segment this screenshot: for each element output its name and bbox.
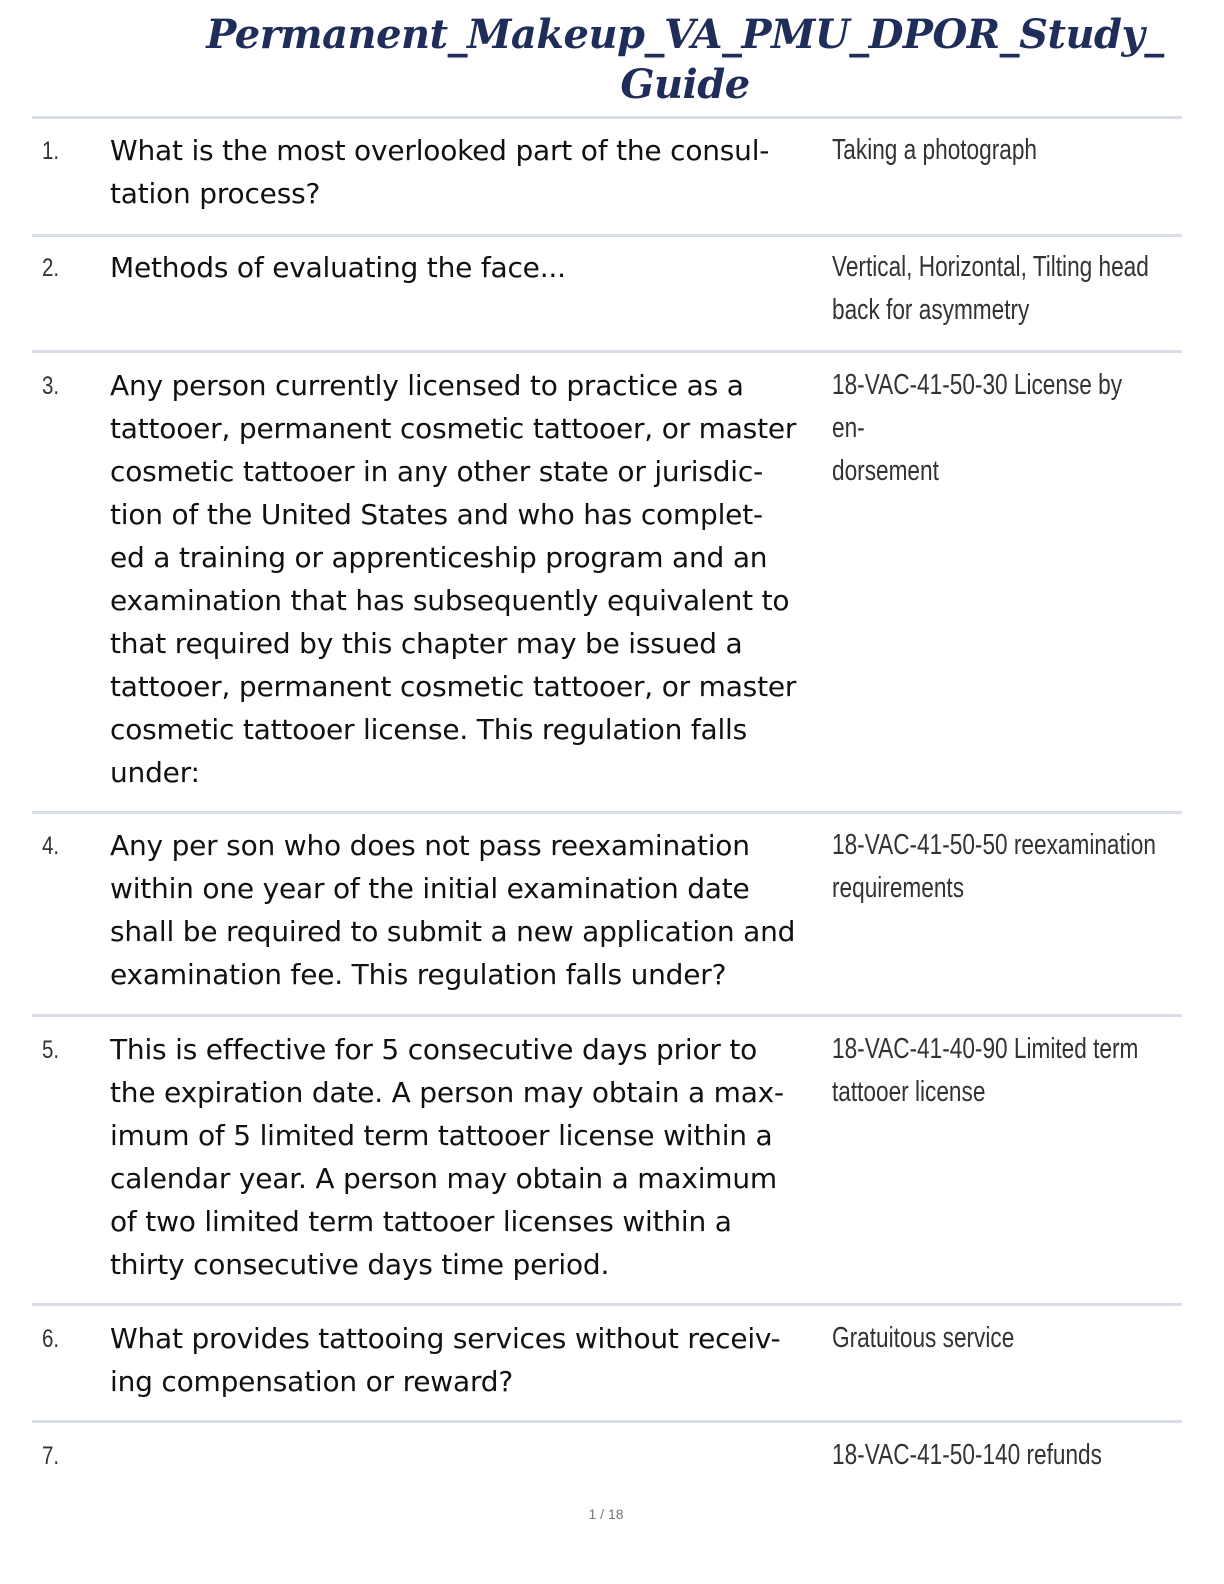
card-answer [832, 1434, 1113, 1477]
card-question: What provides tattooing services without receiv- ing compensation or reward? [110, 1322, 781, 1398]
card-answer [832, 1028, 1139, 1114]
document-title: Permanent_Makeup_VA_PMU_DPOR_Study_ Guide [206, 11, 1164, 108]
card-answer-text: Vertical, Horizontal, Tilting head back for asymmetry [832, 251, 1149, 326]
card-number: 6. [42, 1325, 60, 1353]
card-question: What is the most overlooked part of the consul- tation process? [110, 134, 770, 210]
card-answer [832, 1317, 1113, 1360]
divider [32, 811, 1182, 814]
divider [32, 234, 1182, 237]
page-indicator: 1 / 18 [588, 1506, 624, 1522]
card-number: 3. [42, 372, 60, 400]
divider [32, 116, 1182, 119]
card-answer-text: 18-VAC-41-40-90 Limited term tattooer license [832, 1033, 1139, 1108]
card-number: 1. [42, 137, 60, 165]
card-number: 2. [42, 254, 60, 282]
card-question: Methods of evaluating the face... [110, 251, 566, 284]
divider [32, 350, 1182, 353]
card-question: Any person currently licensed to practice as a tattooer, permanent cosmetic tattooer, or master cosmetic tattooer in any other state or jurisdic- tion of the United States and who has complet- ed a training or apprenticeship program and an examination that has subsequently equivalent to that required by this chapter may be issued a tattooer, permanent cosmetic tattooer, or master cosmetic tattooer license. This regulation falls under: [110, 369, 797, 789]
card-answer-text: 18-VAC-41-50-30 License by en- dorsement [832, 369, 1123, 487]
divider [32, 1014, 1182, 1017]
card-answer [832, 364, 1123, 493]
card-answer-text: 18-VAC-41-50-50 reexamination requirements [832, 829, 1156, 904]
card-question: Any per son who does not pass reexamination within one year of the initial examination date shall be required to submit a new application and examination fee. This regulation falls under? [110, 829, 796, 991]
card-question: This is effective for 5 consecutive days prior to the expiration date. A person may obtain a max- imum of 5 limited term tattooer license within a calendar year. A person may obtain a maximum of two limited term tattooer licenses within a thirty consecutive days time period. [110, 1033, 784, 1281]
card-answer-text: Gratuitous service [832, 1322, 1015, 1354]
card-number: 5. [42, 1036, 60, 1064]
card-answer-text: Taking a photograph [832, 134, 1037, 166]
card-answer [832, 129, 1113, 172]
card-answer-text: 18-VAC-41-50-140 refunds [832, 1439, 1102, 1471]
divider [32, 1420, 1182, 1423]
divider [32, 1303, 1182, 1306]
card-number: 4. [42, 832, 60, 860]
card-answer [832, 246, 1149, 332]
card-number: 7. [42, 1442, 60, 1470]
card-answer [832, 824, 1156, 910]
